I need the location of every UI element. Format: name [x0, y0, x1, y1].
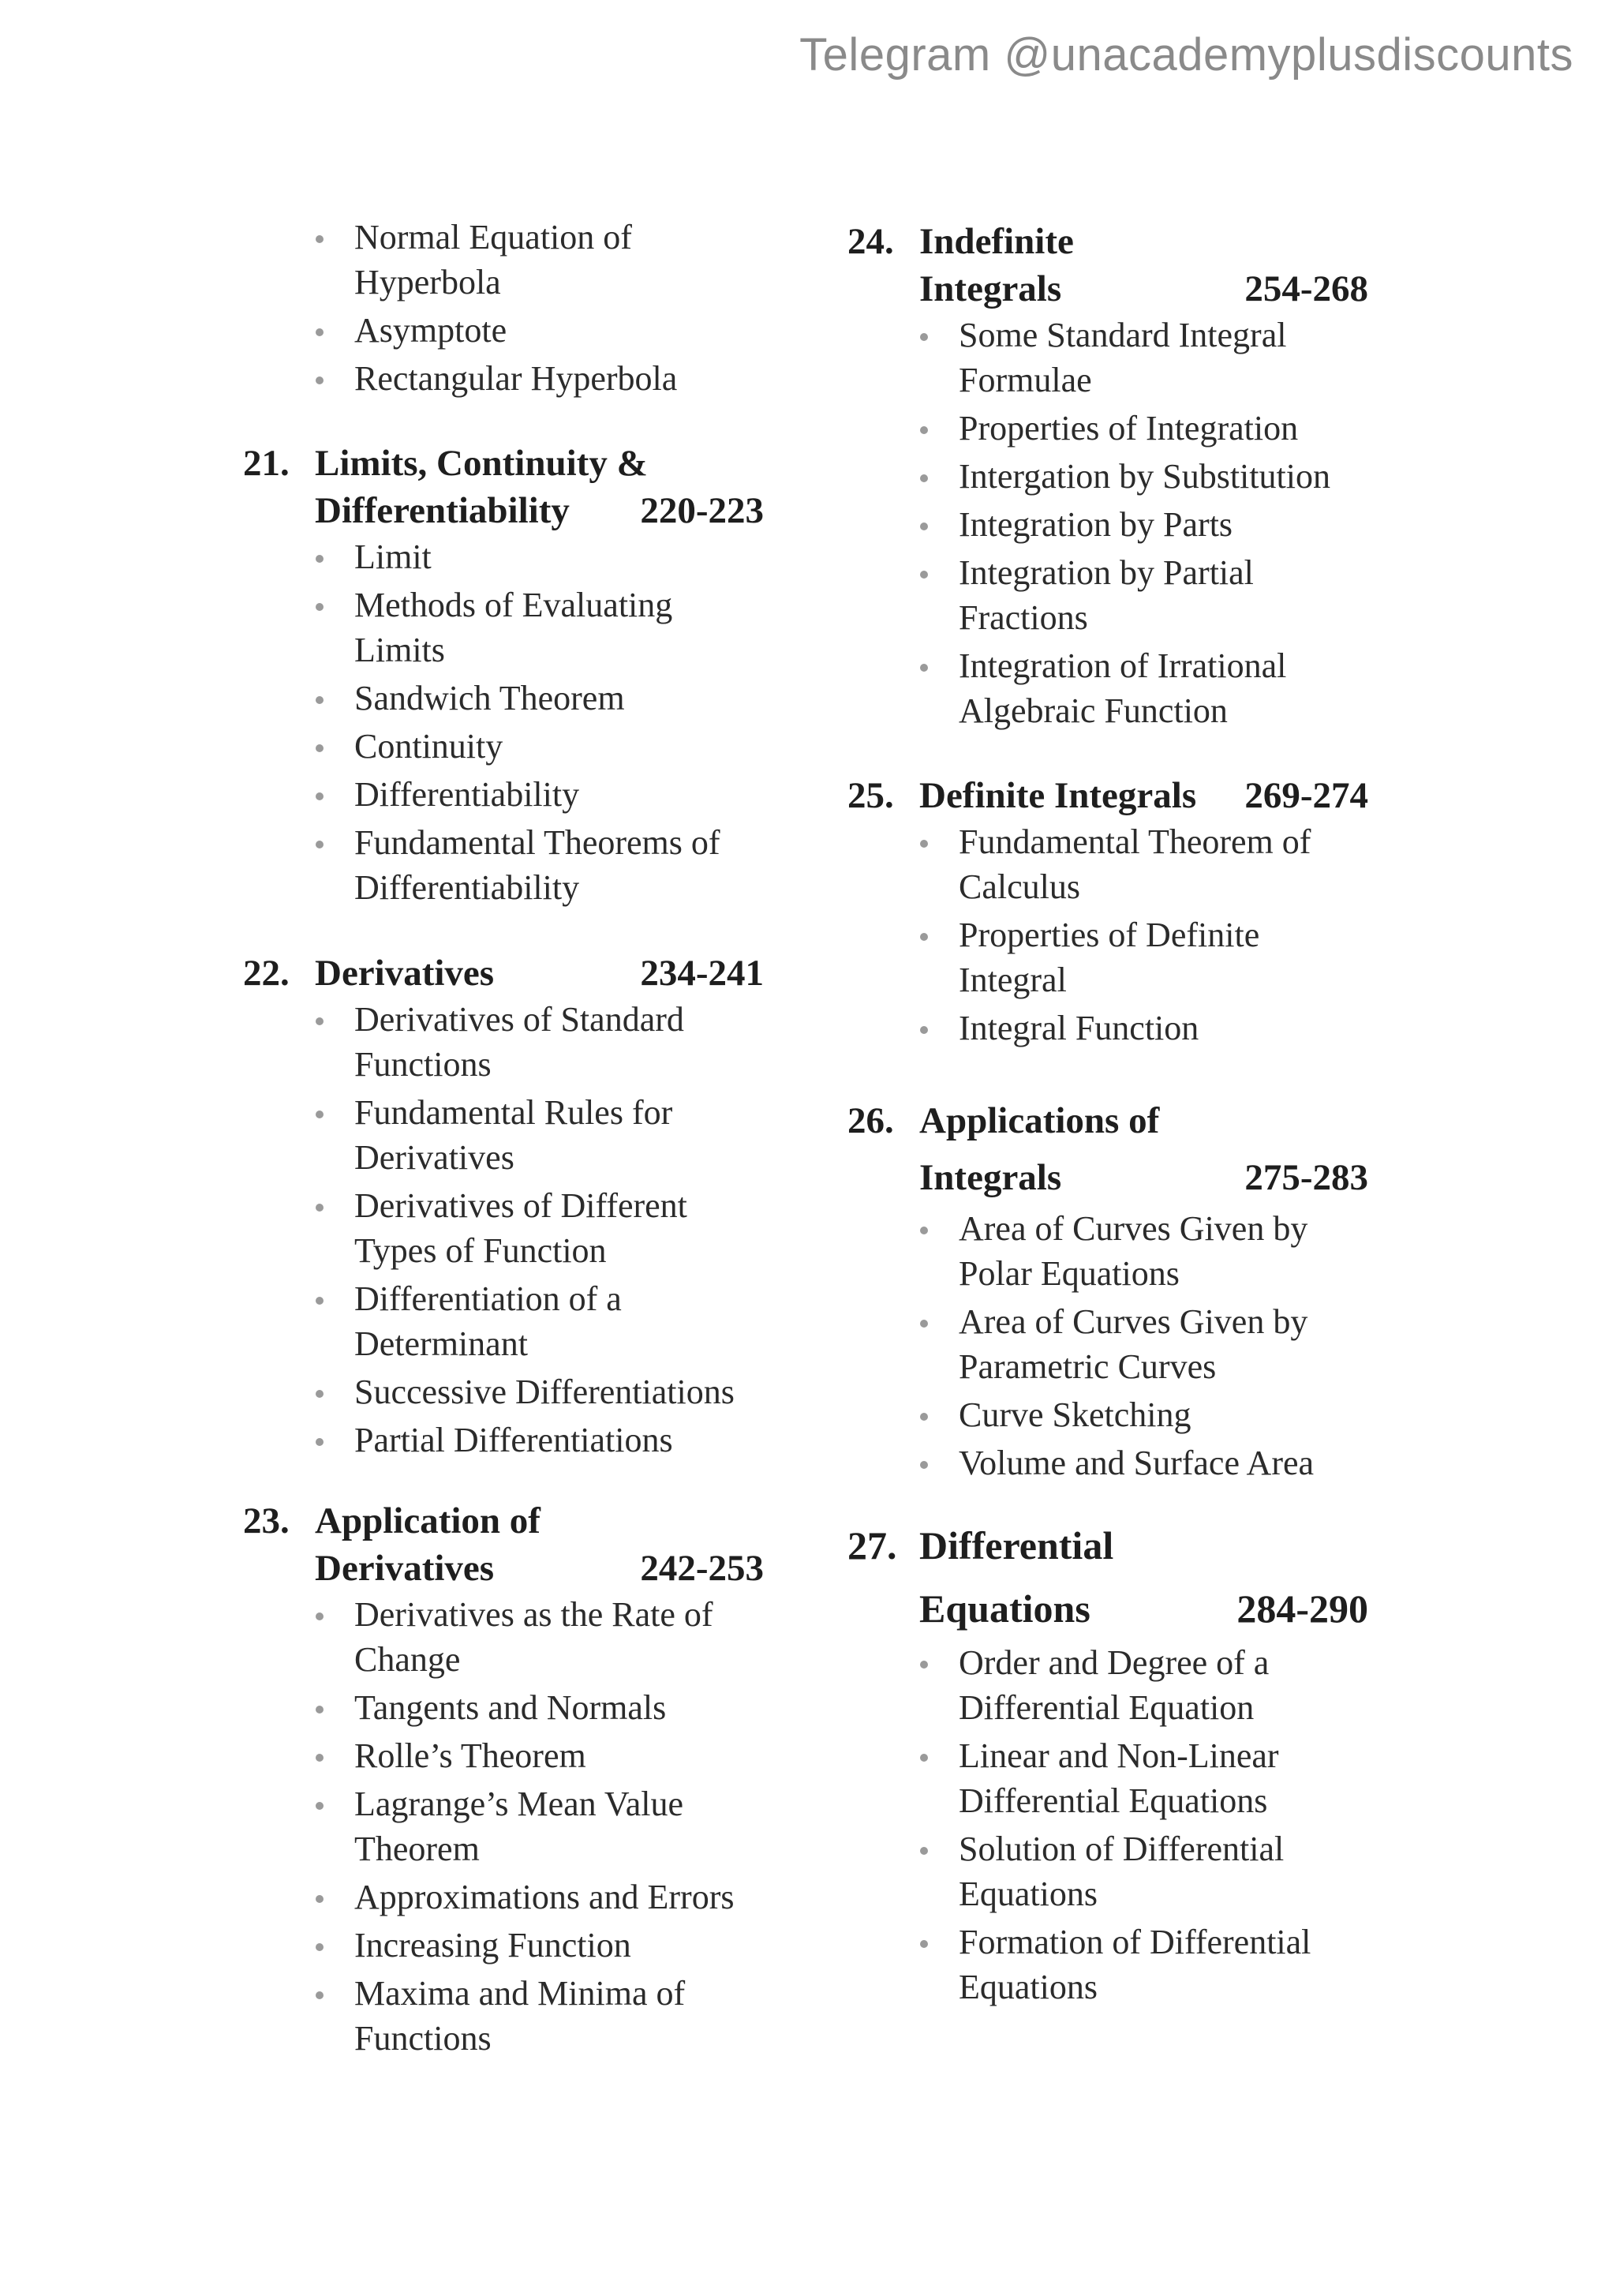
bullet-icon — [316, 555, 324, 563]
section-pages: 234-241 — [640, 953, 764, 994]
bullet-icon — [920, 1461, 928, 1469]
list-item: Derivatives as the Rate of Change — [243, 1592, 733, 1682]
bullet-icon — [920, 333, 928, 341]
list-item: Some Standard Integral Formulae — [847, 313, 1337, 403]
section-number: 24. — [847, 221, 894, 262]
bullet-icon — [920, 1661, 928, 1669]
section-24 — [847, 218, 1368, 736]
section-heading — [243, 1497, 764, 1592]
section-21 — [243, 440, 764, 913]
topic-list — [243, 997, 764, 1463]
list-item: Differentiation of a Determinant — [243, 1276, 686, 1366]
section-pages: 269-274 — [1244, 775, 1368, 816]
section-title: Application of Derivatives — [315, 1500, 541, 1589]
bullet-icon — [920, 664, 928, 672]
section-title: Differential Equations — [919, 1523, 1114, 1631]
section-number: 26. — [847, 1100, 894, 1141]
section-heading — [243, 440, 764, 534]
section-title: Definite Integrals — [919, 775, 1197, 816]
bullet-icon — [920, 1227, 928, 1234]
bullet-icon — [316, 1438, 324, 1446]
section-pages: 284-290 — [1236, 1586, 1368, 1631]
list-item: Integration by Partial Fractions — [847, 550, 1322, 640]
section-title: Derivatives — [315, 953, 495, 994]
bullet-icon — [316, 328, 324, 336]
section-pages: 254-268 — [1244, 268, 1368, 309]
continued-section — [243, 215, 764, 404]
list-item: Derivatives of Different Types of Function — [243, 1183, 717, 1273]
topic-list — [847, 819, 1368, 1051]
list-item: Partial Differentiations — [243, 1418, 764, 1463]
list-item: Normal Equation of Hyperbola — [243, 215, 717, 305]
continued-items-list — [243, 215, 764, 401]
topic-list — [243, 1592, 764, 2061]
bullet-icon — [316, 1943, 324, 1951]
bullet-icon — [920, 1754, 928, 1762]
list-item: Continuity — [243, 724, 764, 769]
bullet-icon — [316, 1895, 324, 1903]
list-item: Tangents and Normals — [243, 1685, 764, 1730]
bullet-icon — [316, 1612, 324, 1620]
list-item: Integral Function — [847, 1006, 1368, 1051]
bullet-icon — [920, 1940, 928, 1948]
section-23 — [243, 1497, 764, 2064]
section-heading — [847, 1092, 1368, 1206]
bullet-icon — [920, 933, 928, 941]
list-item: Properties of Integration — [847, 406, 1368, 451]
topic-list — [243, 534, 764, 910]
section-pages: 275-283 — [1244, 1157, 1368, 1198]
list-item: Successive Differentiations — [243, 1369, 764, 1414]
list-item: Sandwich Theorem — [243, 676, 764, 721]
list-item: Lagrange’s Mean Value Theorem — [243, 1781, 701, 1871]
section-heading — [243, 949, 764, 997]
bullet-icon — [316, 235, 324, 243]
bullet-icon — [920, 474, 928, 482]
bullet-icon — [316, 696, 324, 704]
list-item: Solution of Differential Equations — [847, 1826, 1322, 1916]
bullet-icon — [920, 522, 928, 530]
bullet-icon — [316, 1297, 324, 1305]
list-item: Order and Degree of a Differential Equation — [847, 1640, 1322, 1730]
bullet-icon — [316, 1991, 324, 1999]
section-title: Indefinite Integrals — [919, 221, 1074, 309]
section-title: Applications of Integrals — [919, 1100, 1160, 1198]
topic-list — [847, 313, 1368, 733]
list-item: Area of Curves Given by Parametric Curves — [847, 1299, 1337, 1389]
list-item: Volume and Surface Area — [847, 1440, 1368, 1485]
bullet-icon — [316, 1204, 324, 1212]
list-item: Limit — [243, 534, 764, 579]
section-27 — [847, 1514, 1368, 2013]
section-title: Limits, Continuity & Differentiability — [315, 443, 648, 531]
section-number: 25. — [847, 775, 894, 816]
section-number: 22. — [243, 953, 290, 994]
list-item: Area of Curves Given by Polar Equations — [847, 1206, 1337, 1296]
section-25 — [847, 772, 1368, 1054]
list-item: Approximations and Errors — [243, 1875, 764, 1920]
list-item: Increasing Function — [243, 1923, 764, 1968]
section-number: 23. — [243, 1500, 290, 1541]
section-22 — [243, 949, 764, 1466]
bullet-icon — [920, 840, 928, 848]
list-item: Derivatives of Standard Functions — [243, 997, 717, 1087]
bullet-icon — [920, 426, 928, 434]
section-heading — [847, 1514, 1368, 1640]
list-item: Asymptote — [243, 308, 764, 353]
list-item: Differentiability — [243, 772, 764, 817]
list-item: Rolle’s Theorem — [243, 1733, 764, 1778]
list-item: Properties of Definite Integral — [847, 912, 1306, 1002]
bullet-icon — [920, 571, 928, 579]
list-item: Formation of Differential Equations — [847, 1920, 1322, 2009]
list-item: Intergation by Substitution — [847, 454, 1368, 499]
bullet-icon — [316, 376, 324, 384]
section-number: 21. — [243, 443, 290, 484]
bullet-icon — [920, 1847, 928, 1855]
bullet-icon — [316, 1754, 324, 1762]
bullet-icon — [316, 603, 324, 611]
bullet-icon — [316, 1017, 324, 1025]
section-heading — [847, 772, 1368, 819]
bullet-icon — [920, 1413, 928, 1421]
section-pages: 242-253 — [640, 1548, 764, 1589]
list-item: Fundamental Theorems of Differentiability — [243, 820, 765, 910]
section-number: 27. — [847, 1523, 897, 1567]
list-item: Curve Sketching — [847, 1392, 1368, 1437]
list-item: Methods of Evaluating Limits — [243, 582, 701, 672]
bullet-icon — [316, 744, 324, 752]
watermark: Telegram @unacademyplusdiscounts — [799, 29, 1573, 81]
list-item: Integration by Parts — [847, 502, 1368, 547]
bullet-icon — [316, 841, 324, 848]
section-heading — [847, 218, 1368, 313]
bullet-icon — [920, 1026, 928, 1034]
bullet-icon — [920, 1320, 928, 1328]
bullet-icon — [316, 1706, 324, 1714]
topic-list — [847, 1640, 1368, 2009]
topic-list — [847, 1206, 1368, 1485]
list-item: Integration of Irrational Algebraic Function — [847, 643, 1337, 733]
bullet-icon — [316, 1390, 324, 1398]
list-item: Maxima and Minima of Functions — [243, 1971, 717, 2061]
section-pages: 220-223 — [640, 490, 764, 531]
list-item: Linear and Non-Linear Differential Equations — [847, 1733, 1322, 1823]
list-item: Fundamental Rules for Derivatives — [243, 1090, 717, 1180]
section-26 — [847, 1092, 1368, 1489]
bullet-icon — [316, 1111, 324, 1118]
bullet-icon — [316, 792, 324, 800]
list-item: Rectangular Hyperbola — [243, 356, 764, 401]
bullet-icon — [316, 1802, 324, 1810]
list-item: Fundamental Theorem of Calculus — [847, 819, 1337, 909]
